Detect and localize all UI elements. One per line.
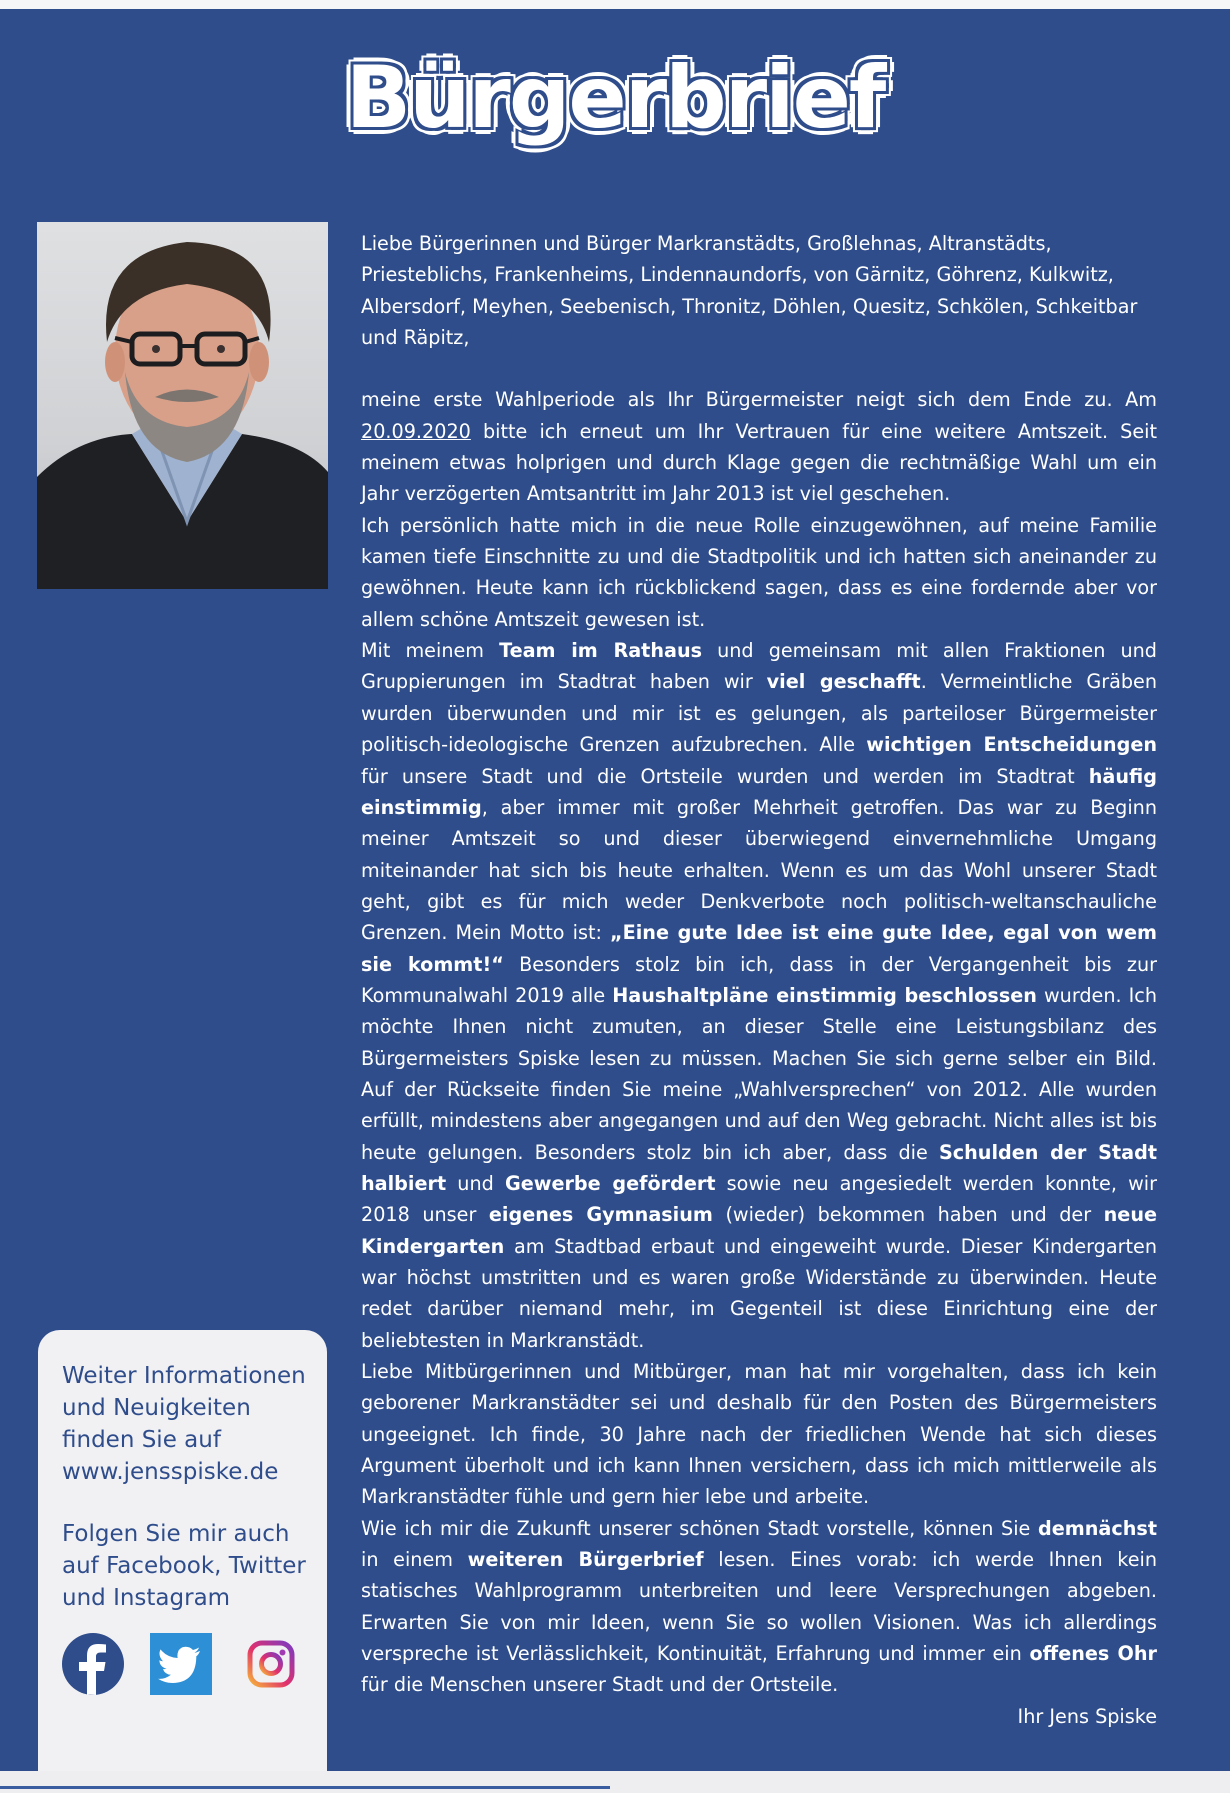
follow-line: Folgen Sie mir auch <box>62 1521 290 1547</box>
text-span: in einem <box>361 1548 468 1572</box>
text-span: . Vermeintliche Gräben wurden überwunden und mir ist es gelungen, als parteiloser Bürgermeister politisch-ideologische Grenzen aufzubrechen. Alle <box>361 670 1157 757</box>
text-span: am Stadtbad erbaut und eingeweiht wurde. Dieser Kindergarten war höchst umstritten und es waren große Widerstände zu überwinden. Heute redet darüber niemand mehr, im Gegenteil ist diese Einrichtung eine der beliebtesten in Markranstädt. <box>361 1234 1157 1352</box>
follow-line: auf Facebook, Twitter <box>62 1553 306 1579</box>
paragraph-4: Liebe Mitbürgerinnen und Mitbürger, man hat mir vorgehalten, dass ich kein geborener Markranstädter sei und deshalb für den Posten des Bürgermeisters ungeeignet. Ich finde, 30 Jahre nach der friedlichen Wende hat sich dieses Argument überholt und ich kann Ihnen versichern, dass ich mich mittlerweile als Markranstädter fühle und gern hier lebe und arbeite. <box>361 1360 1157 1509</box>
top-edge <box>0 0 1230 9</box>
bottom-bar <box>0 1771 1230 1793</box>
info-line: und Neuigkeiten <box>62 1395 251 1421</box>
follow-line: und Instagram <box>62 1585 231 1611</box>
paragraph-2: Ich persönlich hatte mich in die neue Rolle einzugewöhnen, auf meine Familie kamen tiefe Einschnitte zu und die Stadtpolitik und ich hatten sich aneinander zu gewöhnen. Heute kann ich rückblickend sagen, dass es eine fordernde aber vor allem schöne Amtszeit gewesen ist. <box>361 513 1157 631</box>
bold-span: eigenes Gymnasium <box>488 1203 713 1227</box>
election-date: 20.09.2020 <box>361 419 471 443</box>
text-span: , aber immer mit großer Mehrheit getroffen. Das war zu Beginn meiner Amtszeit so und dieser überwiegend einvernehmliche Umgang miteinander hat sich bis heute erhalten. Wenn es um das Wohl unserer Stadt geht, gibt es für mich weder Denkverbote noch politisch-weltanschauliche Grenzen. Mein Motto ist: <box>361 795 1157 945</box>
letter-body <box>361 228 1157 1732</box>
page-title: Bürgerbrief <box>345 48 885 148</box>
instagram-icon[interactable] <box>240 1633 302 1695</box>
website-link[interactable]: www.jensspiske.de <box>62 1459 279 1485</box>
text-span: meine erste Wahlperiode als Ihr Bürgermeister neigt sich dem Ende zu. Am <box>361 388 1157 412</box>
text-span: bitte ich erneut um Ihr Vertrauen für eine weitere Amtszeit. Seit meinem etwas holprigen und durch Klage gegen die rechtmäßige Wahl um ein Jahr verzögerten Amtsantritt im Jahr 2013 ist viel geschehen. <box>361 419 1157 506</box>
bold-span: neue Kindergarten <box>361 1203 1157 1258</box>
text-span: (wieder) bekommen haben und der <box>712 1203 1104 1227</box>
info-text <box>62 1360 327 1488</box>
text-span: Besonders stolz bin ich, dass in der Vergangenheit bis zur Kommunalwahl 2019 alle <box>361 952 1157 1007</box>
bold-span: offenes Ohr <box>1029 1642 1157 1666</box>
text-span: und <box>446 1171 505 1195</box>
signature: Ihr Jens Spiske <box>1017 1704 1157 1728</box>
page-progress <box>0 1786 610 1789</box>
bold-span: Haushaltpläne einstimmig beschlossen <box>612 983 1037 1007</box>
paragraph-gap <box>361 353 1157 384</box>
text-span: lesen. Eines vorab: ich werde Ihnen kein statisches Wahlprogramm unterbreiten und leere Versprechungen abgeben. Erwarten Sie von mir Ideen, wenn Sie so wollen Visionen. Was ich allerdings verspreche ist Verlässlichkeit, Kontinuität, Erfahrung und immer ein <box>361 1548 1158 1666</box>
text-span: und gemeinsam mit allen Fraktionen und Gruppierungen im Stadtrat haben wir <box>361 639 1157 694</box>
bold-span: Team im Rathaus <box>499 639 703 663</box>
bold-span: Schulden der Stadt halbiert <box>361 1140 1157 1195</box>
facebook-icon[interactable] <box>62 1633 124 1695</box>
bold-span: wichtigen Entscheidungen <box>866 733 1157 757</box>
salutation: Liebe Bürgerinnen und Bürger Markranstädts, Großlehnas, Altranstädts, Priesteblichs, Frankenheims, Lindennaundorfs, von Gärnitz, Göhrenz, Kulkwitz, Albersdorf, Meyhen, Seebenisch, Thronitz, Döhlen, Quesitz, Schkölen, Schkeitbar und Räpitz, <box>361 232 1138 350</box>
twitter-icon[interactable] <box>150 1633 212 1695</box>
text-span: sowie neu angesiedelt werden konnte, wir 2018 unser <box>361 1171 1157 1227</box>
bold-span: häufig einstimmig <box>361 764 1157 819</box>
bold-span: weiteren Bürgerbrief <box>467 1548 704 1572</box>
paragraph-3 <box>361 635 1157 1356</box>
text-span: Mit meinem <box>361 639 500 663</box>
bold-span: Gewerbe gefördert <box>504 1171 716 1195</box>
info-line: finden Sie auf <box>62 1427 221 1453</box>
motto: „Eine gute Idee ist eine gute Idee, egal von wem sie kommt!“ <box>361 921 1157 976</box>
text-span: Wie ich mir die Zukunft unserer schönen Stadt vorstelle, können Sie <box>361 1516 1039 1540</box>
bold-span: viel geschafft <box>766 670 921 694</box>
info-box <box>38 1330 327 1771</box>
paragraph-5 <box>361 1513 1157 1701</box>
follow-text <box>62 1518 327 1614</box>
portrait-photo <box>37 222 328 589</box>
bold-span: demnächst <box>1038 1516 1157 1540</box>
info-line: Weiter Informationen <box>62 1363 306 1389</box>
text-span: für unsere Stadt und die Ortsteile wurden und werden im Stadtrat <box>361 764 1089 788</box>
social-icons <box>62 1633 302 1703</box>
text-span: für die Menschen unserer Stadt und der Ortsteile. <box>361 1673 839 1697</box>
paragraph-1 <box>361 384 1157 509</box>
text-span: wurden. Ich möchte Ihnen nicht zumuten, an dieser Stelle eine Leistungsbilanz des Bürgermeisters Spiske lesen zu müssen. Machen Sie sich gerne selber ein Bild. Auf der Rückseite finden Sie meine „Wahlversprechen“ von 2012. Alle wurden erfüllt, mindestens aber angegangen und auf den Weg gebracht. Nicht alles ist bis heute gelungen. Besonders stolz bin ich aber, dass die <box>361 983 1157 1164</box>
